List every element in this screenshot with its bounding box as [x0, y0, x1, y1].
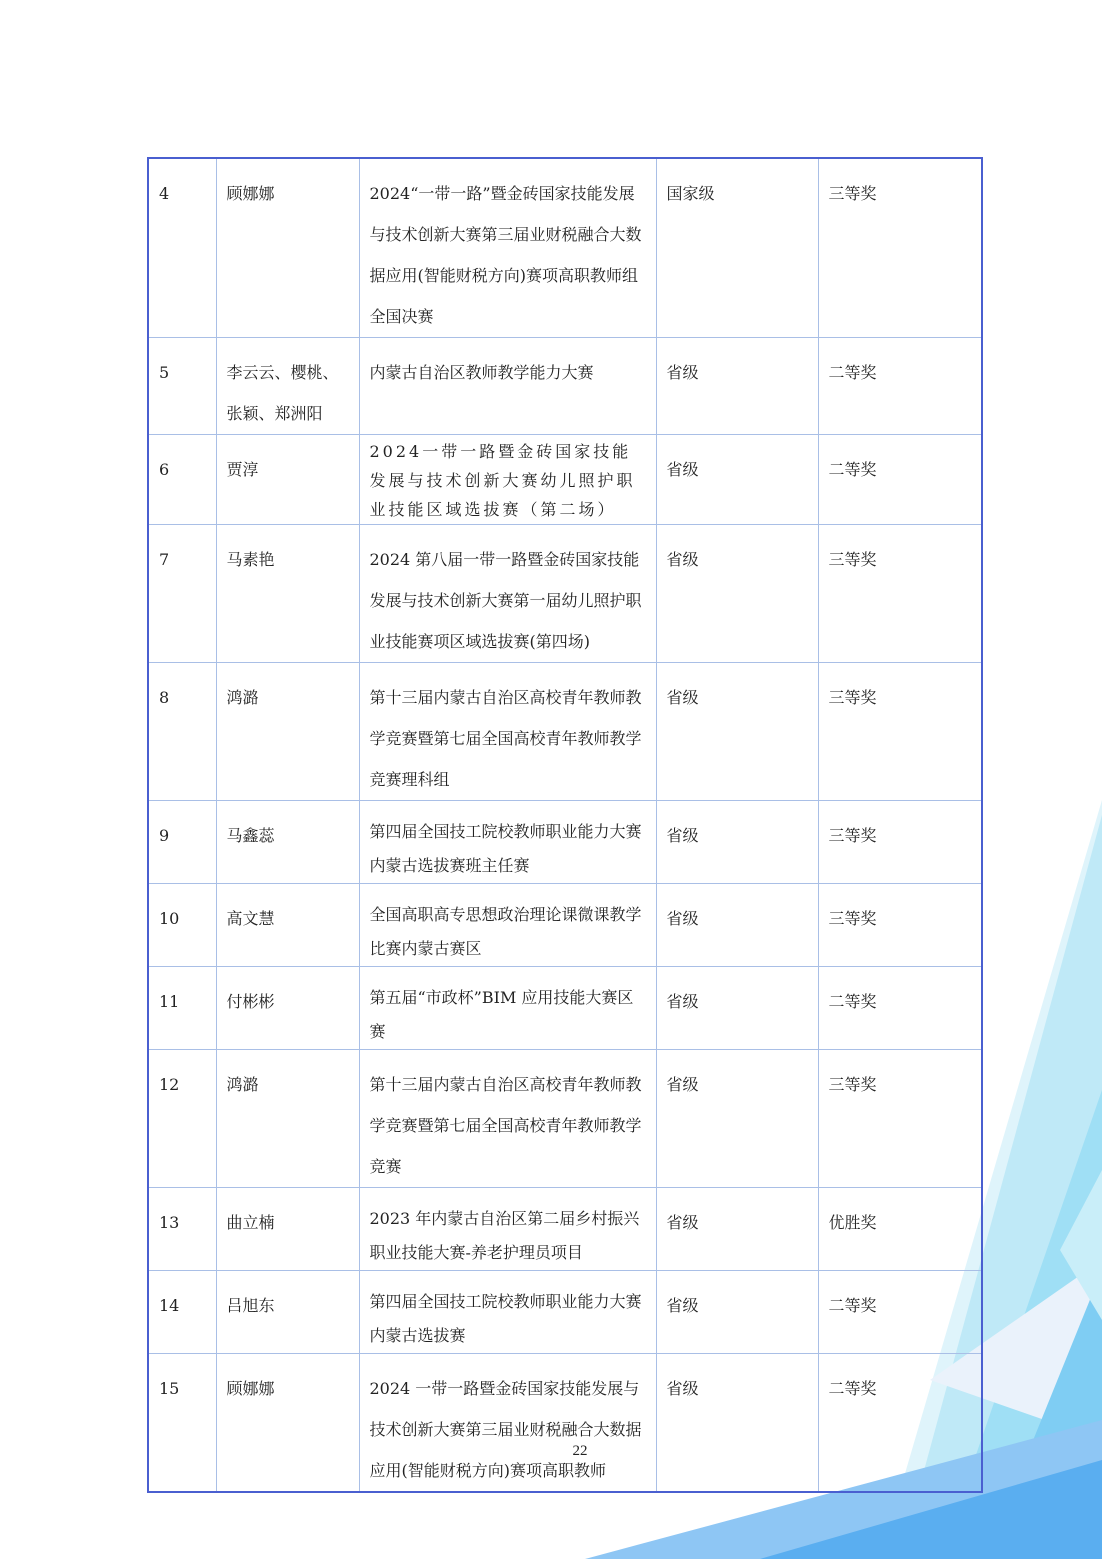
winner-name: 顾娜娜: [216, 1354, 359, 1493]
table-row: [148, 525, 982, 663]
award-grade: 二等奖: [818, 435, 982, 525]
award-grade: 三等奖: [818, 158, 982, 338]
competition-level: 省级: [656, 525, 818, 663]
competition-name: 2024 一带一路暨金砖国家技能发展与技术创新大赛第三届业财税融合大数据应用(智能财税方向)赛项高职教师: [359, 1354, 656, 1493]
competition-level: 省级: [656, 1050, 818, 1188]
competition-level: 省级: [656, 338, 818, 435]
table-row: [148, 1188, 982, 1271]
row-number: 10: [148, 884, 216, 967]
winner-name: 鸿潞: [216, 663, 359, 801]
competition-name: 第五届“市政杯”BIM 应用技能大赛区赛: [359, 967, 656, 1050]
winner-name: 马素艳: [216, 525, 359, 663]
row-number: 13: [148, 1188, 216, 1271]
award-grade: 三等奖: [818, 1050, 982, 1188]
table-row: [148, 338, 982, 435]
row-number: 9: [148, 801, 216, 884]
winner-name: 付彬彬: [216, 967, 359, 1050]
competition-name: 第四届全国技工院校教师职业能力大赛内蒙古选拔赛: [359, 1271, 656, 1354]
winner-name: 高文慧: [216, 884, 359, 967]
row-number: 11: [148, 967, 216, 1050]
row-number: 8: [148, 663, 216, 801]
winner-name: 贾淳: [216, 435, 359, 525]
row-number: 12: [148, 1050, 216, 1188]
competition-name: 2023 年内蒙古自治区第二届乡村振兴职业技能大赛-养老护理员项目: [359, 1188, 656, 1271]
competition-name: 第十三届内蒙古自治区高校青年教师教学竞赛暨第七届全国高校青年教师教学竞赛理科组: [359, 663, 656, 801]
winner-name: 顾娜娜: [216, 158, 359, 338]
competition-name: 2024一带一路暨金砖国家技能发展与技术创新大赛幼儿照护职业技能区域选拔赛（第二场）: [359, 435, 656, 525]
award-grade: 三等奖: [818, 884, 982, 967]
competition-name: 内蒙古自治区教师教学能力大赛: [359, 338, 656, 435]
award-grade: 优胜奖: [818, 1188, 982, 1271]
competition-level: 省级: [656, 1188, 818, 1271]
table-row: [148, 663, 982, 801]
award-grade: 二等奖: [818, 967, 982, 1050]
award-grade: 二等奖: [818, 338, 982, 435]
competition-level: 省级: [656, 663, 818, 801]
award-grade: 三等奖: [818, 801, 982, 884]
winner-name: 吕旭东: [216, 1271, 359, 1354]
winner-name: 马鑫蕊: [216, 801, 359, 884]
award-grade: 二等奖: [818, 1354, 982, 1493]
row-number: 5: [148, 338, 216, 435]
competition-level: 省级: [656, 801, 818, 884]
table-row: [148, 967, 982, 1050]
table-row: [148, 435, 982, 525]
competition-level: 省级: [656, 1271, 818, 1354]
competition-level: 省级: [656, 1354, 818, 1493]
award-grade: 二等奖: [818, 1271, 982, 1354]
competition-level: 省级: [656, 884, 818, 967]
row-number: 14: [148, 1271, 216, 1354]
table-row: [148, 1050, 982, 1188]
table-row: [148, 1354, 982, 1493]
table-row: [148, 884, 982, 967]
table-row: [148, 1271, 982, 1354]
row-number: 6: [148, 435, 216, 525]
row-number: 15: [148, 1354, 216, 1493]
table-row: [148, 801, 982, 884]
winner-name: 李云云、樱桃、张颖、郑洲阳: [216, 338, 359, 435]
row-number: 4: [148, 158, 216, 338]
row-number: 7: [148, 525, 216, 663]
competition-name: 2024“一带一路”暨金砖国家技能发展与技术创新大赛第三届业财税融合大数据应用(智能财税方向)赛项高职教师组全国决赛: [359, 158, 656, 338]
competition-name: 2024 第八届一带一路暨金砖国家技能发展与技术创新大赛第一届幼儿照护职业技能赛项区域选拔赛(第四场): [359, 525, 656, 663]
competition-level: 省级: [656, 967, 818, 1050]
competition-level: 省级: [656, 435, 818, 525]
page-number: 22: [572, 1443, 588, 1459]
award-grade: 三等奖: [818, 525, 982, 663]
award-grade: 三等奖: [818, 663, 982, 801]
awards-table: [147, 157, 983, 1493]
winner-name: 鸿潞: [216, 1050, 359, 1188]
competition-name: 第四届全国技工院校教师职业能力大赛内蒙古选拔赛班主任赛: [359, 801, 656, 884]
competition-name: 全国高职高专思想政治理论课微课教学比赛内蒙古赛区: [359, 884, 656, 967]
winner-name: 曲立楠: [216, 1188, 359, 1271]
competition-level: 国家级: [656, 158, 818, 338]
table-row: [148, 158, 982, 338]
competition-name: 第十三届内蒙古自治区高校青年教师教学竞赛暨第七届全国高校青年教师教学竞赛: [359, 1050, 656, 1188]
